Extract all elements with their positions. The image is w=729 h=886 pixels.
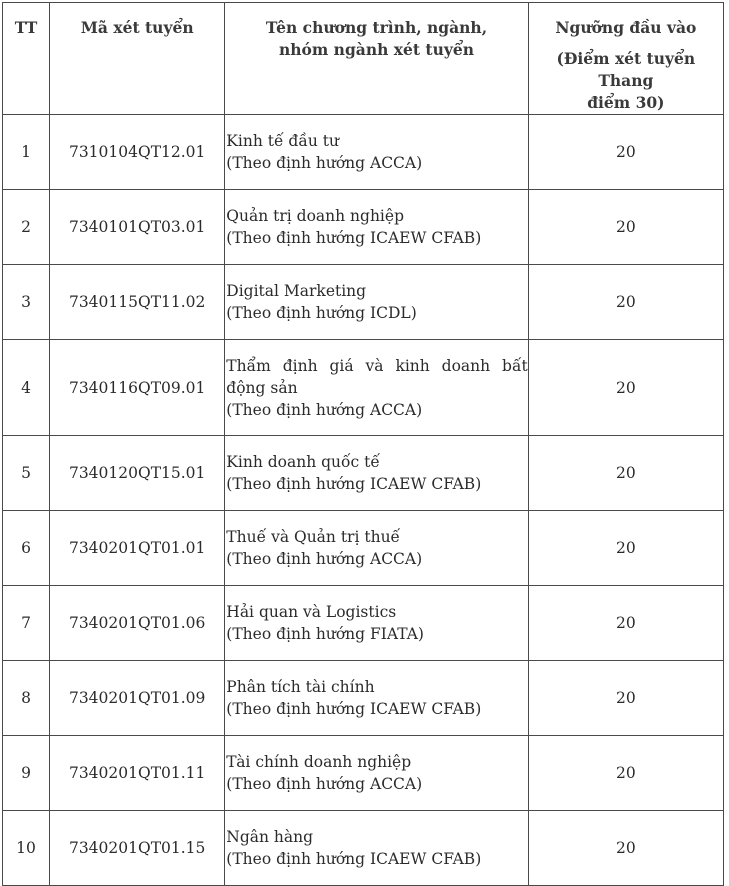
row-program — [225, 436, 528, 511]
row-code: 7310104QT12.01 — [50, 115, 225, 190]
row-score: 20 — [528, 190, 723, 265]
row-program-name: Hải quan và Logistics — [226, 603, 397, 621]
table-row — [3, 736, 724, 811]
row-program — [225, 265, 528, 340]
row-score: 20 — [528, 436, 723, 511]
row-code: 7340120QT15.01 — [50, 436, 225, 511]
row-code: 7340201QT01.11 — [50, 736, 225, 811]
row-score: 20 — [528, 115, 723, 190]
row-tt: 4 — [3, 340, 50, 436]
row-tt: 1 — [3, 115, 50, 190]
row-program-orientation: (Theo định hướng ACCA) — [226, 775, 423, 793]
row-code: 7340201QT01.06 — [50, 586, 225, 661]
row-program-name: Digital Marketing — [226, 282, 367, 300]
header-tt: TT — [3, 3, 50, 115]
header-score — [528, 3, 723, 115]
header-score-line3: điểm 30) — [587, 93, 665, 112]
row-program-name: Kinh tế đầu tư — [226, 132, 339, 150]
header-name — [225, 3, 528, 115]
row-program-orientation: (Theo định hướng ICAEW CFAB) — [226, 229, 482, 247]
row-score: 20 — [528, 811, 723, 886]
row-program — [225, 736, 528, 811]
row-tt: 10 — [3, 811, 50, 886]
row-program-name: Thẩm định giá và kinh doanh bất động sản — [226, 356, 528, 397]
table-row — [3, 586, 724, 661]
row-program-name: Ngân hàng — [226, 828, 314, 846]
table-row — [3, 340, 724, 436]
row-tt: 2 — [3, 190, 50, 265]
header-score-line2: (Điểm xét tuyển Thang — [556, 49, 696, 90]
row-program-orientation: (Theo định hướng ACCA) — [226, 154, 423, 172]
row-tt: 6 — [3, 511, 50, 586]
row-program-orientation: (Theo định hướng ACCA) — [226, 550, 423, 568]
row-tt: 5 — [3, 436, 50, 511]
row-program-orientation: (Theo định hướng FIATA) — [226, 625, 424, 643]
row-program-orientation: (Theo định hướng ICAEW CFAB) — [226, 475, 482, 493]
row-program-name: Quản trị doanh nghiệp — [226, 207, 404, 225]
row-program — [225, 190, 528, 265]
row-tt: 9 — [3, 736, 50, 811]
table-row — [3, 265, 724, 340]
row-program-name: Kinh doanh quốc tế — [226, 453, 380, 471]
row-score: 20 — [528, 661, 723, 736]
header-code: Mã xét tuyển — [50, 3, 225, 115]
table-row — [3, 115, 724, 190]
row-program — [225, 340, 528, 436]
header-score-line1: Ngưỡng đầu vào — [555, 18, 697, 37]
row-score: 20 — [528, 265, 723, 340]
table-row — [3, 511, 724, 586]
row-program — [225, 511, 528, 586]
row-program-name: Phân tích tài chính — [226, 678, 375, 696]
row-tt: 8 — [3, 661, 50, 736]
row-program-orientation: (Theo định hướng ICAEW CFAB) — [226, 850, 482, 868]
table-row — [3, 190, 724, 265]
row-program — [225, 811, 528, 886]
row-score: 20 — [528, 340, 723, 436]
row-program-name: Tài chính doanh nghiệp — [226, 753, 412, 771]
row-score: 20 — [528, 511, 723, 586]
table-row — [3, 811, 724, 886]
table-row — [3, 436, 724, 511]
row-program-orientation: (Theo định hướng ICDL) — [226, 304, 417, 322]
row-program — [225, 661, 528, 736]
row-code: 7340201QT01.15 — [50, 811, 225, 886]
row-program-name: Thuế và Quản trị thuế — [226, 528, 401, 546]
row-program-orientation: (Theo định hướng ICAEW CFAB) — [226, 700, 482, 718]
row-code: 7340201QT01.09 — [50, 661, 225, 736]
row-program — [225, 586, 528, 661]
admission-table — [2, 2, 724, 886]
row-tt: 3 — [3, 265, 50, 340]
row-code: 7340115QT11.02 — [50, 265, 225, 340]
row-code: 7340116QT09.01 — [50, 340, 225, 436]
row-score: 20 — [528, 586, 723, 661]
table-header-row — [3, 3, 724, 115]
row-tt: 7 — [3, 586, 50, 661]
row-program — [225, 115, 528, 190]
row-code: 7340101QT03.01 — [50, 190, 225, 265]
row-score: 20 — [528, 736, 723, 811]
header-name-line2: nhóm ngành xét tuyển — [279, 40, 474, 59]
row-program-orientation: (Theo định hướng ACCA) — [226, 400, 423, 419]
header-name-line1: Tên chương trình, ngành, — [265, 18, 488, 37]
row-code: 7340201QT01.01 — [50, 511, 225, 586]
table-row — [3, 661, 724, 736]
